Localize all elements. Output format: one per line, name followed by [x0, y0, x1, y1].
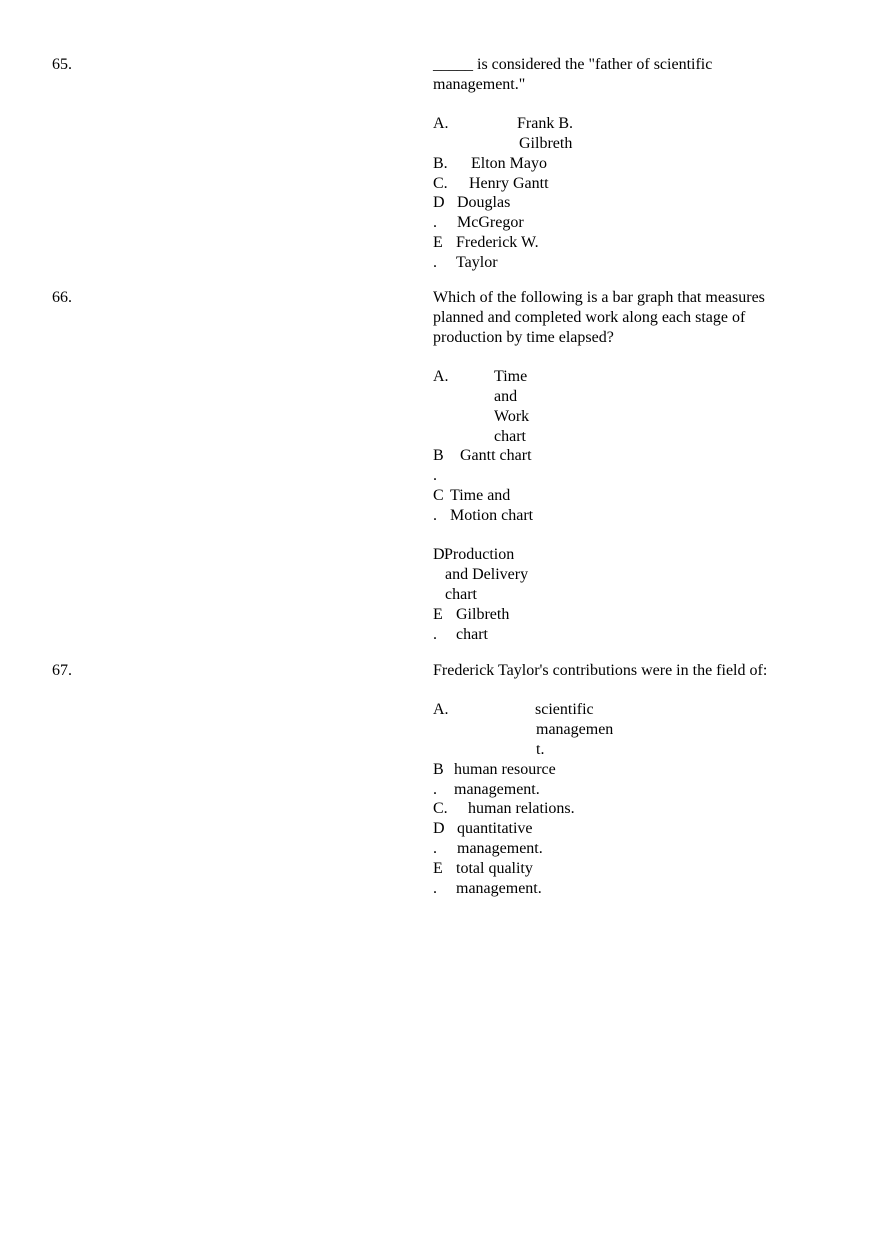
option-line: total quality — [456, 860, 533, 877]
question-number: 65. — [52, 56, 72, 73]
option-letter: A. — [433, 368, 449, 385]
option-letter — [433, 233, 443, 273]
option-letter-char: D — [433, 194, 445, 211]
option-letter: B. — [433, 155, 448, 172]
question-stem — [433, 288, 813, 348]
option-letter: C. — [433, 800, 448, 817]
option-text — [456, 859, 542, 899]
option-text — [456, 605, 509, 645]
option-line: Time — [494, 368, 528, 385]
option-line: Motion chart — [450, 507, 534, 524]
stem-line: production by time elapsed? — [433, 329, 614, 346]
option-line: Work — [494, 408, 530, 425]
option-letter — [433, 859, 443, 899]
option-letter-dot: . — [433, 781, 437, 798]
option-line: Frederick W. — [456, 234, 539, 251]
option-letter-dot: . — [433, 880, 437, 897]
stem-line: management." — [433, 76, 526, 93]
option-letter — [433, 819, 445, 859]
option-letter-char: E — [433, 606, 443, 623]
stem-line: _____ is considered the "father of scientific — [433, 56, 713, 73]
option-line: Elton Mayo — [471, 155, 547, 172]
option-letter-dot: . — [433, 507, 437, 524]
question-stem — [433, 661, 813, 681]
option-letter-char: C — [433, 487, 444, 504]
option-letter — [433, 486, 444, 526]
option-text — [469, 174, 549, 194]
option-line: chart — [445, 586, 477, 603]
option-line: management. — [456, 880, 542, 897]
option-line: scientific — [535, 701, 594, 718]
option-letter: C. — [433, 175, 448, 192]
option-line: Time and — [450, 487, 511, 504]
option-text — [444, 545, 528, 605]
option-letter — [433, 605, 443, 645]
option-line: Henry Gantt — [469, 175, 549, 192]
question-number: 66. — [52, 289, 72, 306]
option-line: quantitative — [457, 820, 533, 837]
option-text — [456, 233, 539, 273]
option-letter-dot: . — [433, 840, 437, 857]
option-line: Gantt chart — [460, 447, 532, 464]
option-letter-char: B — [433, 761, 444, 778]
option-letter: D — [433, 546, 445, 563]
option-text — [535, 700, 613, 760]
option-line: chart — [456, 626, 488, 643]
option-line: Gilbreth — [519, 135, 573, 152]
option-text — [454, 760, 556, 800]
option-line: Douglas — [457, 194, 511, 211]
option-letter: A. — [433, 701, 449, 718]
option-text — [494, 367, 529, 447]
option-letter-char: E — [433, 234, 443, 251]
option-letter-dot: . — [433, 626, 437, 643]
option-text — [517, 114, 573, 154]
option-text — [468, 799, 575, 819]
option-line: human relations. — [468, 800, 575, 817]
option-letter-char: D — [433, 820, 445, 837]
option-letter: A. — [433, 115, 449, 132]
option-line: and — [494, 388, 518, 405]
option-line: Frank B. — [517, 115, 573, 132]
option-text — [460, 446, 532, 466]
option-line: human resource — [454, 761, 556, 778]
stem-line: Frederick Taylor's contributions were in the field of: — [433, 662, 768, 679]
option-line: management. — [457, 840, 543, 857]
option-line: t. — [536, 741, 545, 758]
option-letter — [433, 760, 444, 800]
option-letter-char: B — [433, 447, 444, 464]
option-letter — [433, 446, 444, 486]
option-letter — [433, 193, 445, 233]
option-line: Gilbreth — [456, 606, 510, 623]
option-letter-dot: . — [433, 214, 437, 231]
option-letter-dot: . — [433, 467, 437, 484]
option-line: and Delivery — [445, 566, 529, 583]
option-letter-char: E — [433, 860, 443, 877]
option-line: management. — [454, 781, 540, 798]
option-line: chart — [494, 428, 526, 445]
option-letter-dot: . — [433, 254, 437, 271]
option-text — [457, 193, 524, 233]
option-line: Production — [444, 546, 515, 563]
option-line: Taylor — [456, 254, 498, 271]
question-number: 67. — [52, 662, 72, 679]
option-text — [457, 819, 543, 859]
option-text — [471, 154, 547, 174]
question-stem — [433, 55, 813, 95]
option-line: McGregor — [457, 214, 524, 231]
option-text — [450, 486, 533, 526]
stem-line: planned and completed work along each stage of — [433, 309, 746, 326]
stem-line: Which of the following is a bar graph that measures — [433, 289, 765, 306]
option-line: managemen — [536, 721, 614, 738]
